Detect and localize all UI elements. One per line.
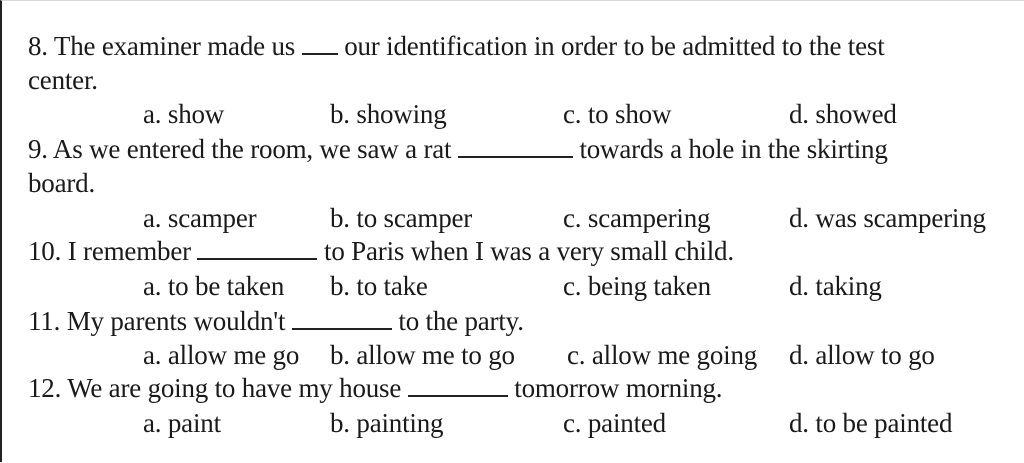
question-text-before: As we entered the room, we saw a rat	[52, 134, 452, 164]
question-text-before: The examiner made us	[53, 31, 296, 61]
option-a: a. paint	[143, 408, 221, 438]
question-text-after: to Paris when I was a very small child.	[324, 236, 734, 266]
option-c: c. painted	[563, 408, 666, 438]
option-d: d. was scampering	[789, 203, 986, 233]
question-text-after: our identification in order to be admitted to the test	[344, 31, 885, 61]
option-c: c. to show	[563, 99, 672, 129]
option-b: b. painting	[330, 408, 444, 438]
option-a: a. scamper	[143, 203, 257, 233]
answer-blank	[458, 156, 573, 158]
option-a: a. allow me go	[143, 340, 300, 370]
option-c: c. allow me going	[567, 340, 758, 370]
option-a: a. show	[143, 99, 225, 129]
question-text-before: I remember	[67, 236, 191, 266]
answer-blank	[197, 258, 317, 260]
option-b: b. showing	[330, 99, 447, 129]
question-text-before: My parents wouldn't	[66, 306, 286, 336]
option-c: c. scampering	[563, 203, 711, 233]
option-b: b. allow me to go	[330, 340, 515, 370]
question-number: 10.	[28, 236, 62, 266]
question-9-continuation: board.	[28, 168, 96, 198]
question-12-stem	[28, 372, 722, 404]
question-text-after: tomorrow morning.	[514, 373, 723, 403]
option-d: d. showed	[789, 99, 897, 129]
option-a: a. to be taken	[143, 271, 285, 301]
question-10-stem	[28, 235, 734, 267]
option-c: c. being taken	[563, 271, 711, 301]
option-d: d. taking	[789, 271, 882, 301]
option-b: b. to take	[330, 271, 428, 301]
question-9-stem	[28, 133, 888, 165]
option-b: b. to scamper	[330, 203, 473, 233]
option-d: d. allow to go	[789, 340, 935, 370]
question-8-stem	[28, 30, 885, 62]
question-text-after: towards a hole in the skirting	[579, 134, 888, 164]
question-text-before: We are going to have my house	[67, 373, 402, 403]
option-d: d. to be painted	[789, 408, 953, 438]
answer-blank	[408, 395, 508, 397]
question-number: 11.	[28, 306, 61, 336]
question-8-continuation: center.	[28, 65, 98, 95]
question-number: 9.	[28, 134, 48, 164]
question-text-after: to the party.	[398, 306, 524, 336]
question-11-stem	[28, 305, 524, 337]
question-number: 8.	[28, 31, 48, 61]
answer-blank	[292, 328, 392, 330]
question-number: 12.	[28, 373, 62, 403]
answer-blank	[302, 53, 338, 55]
